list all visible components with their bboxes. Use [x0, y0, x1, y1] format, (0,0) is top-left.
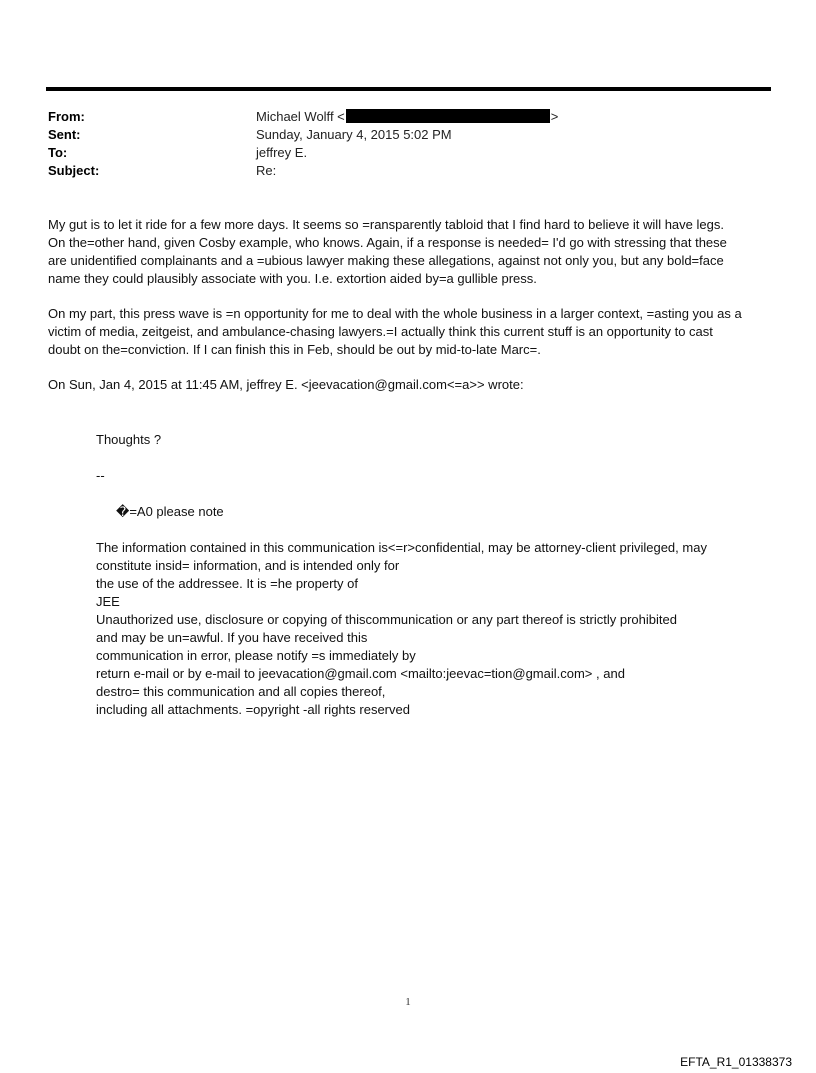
disclaimer-line: including all attachments. =opyright -all rights reserved: [96, 702, 410, 717]
from-row: [48, 108, 558, 126]
subject-value: Re:: [256, 163, 277, 178]
text-line: victim of media, zeitgeist, and ambulance-chasing lawyers.=I actually think this current stuff is an opportunity to cast: [48, 324, 713, 339]
from-label: From:: [48, 109, 85, 124]
text-line: are unidentified complainants and a =ubious lawyer making these allegations, against not only you, but any bold=face: [48, 253, 724, 268]
text-line: My gut is to let it ride for a few more days. It seems so =ransparently tabloid that I find hard to believe it will have legs.: [48, 217, 724, 232]
from-name: Michael Wolff <: [256, 109, 345, 124]
quoted-thoughts: Thoughts ?: [96, 432, 162, 447]
sent-value: Sunday, January 4, 2015 5:02 PM: [256, 127, 452, 142]
body-paragraph-1: [48, 216, 778, 288]
body-paragraph-2: [48, 305, 778, 359]
redaction-block: [346, 109, 550, 123]
reply-header: On Sun, Jan 4, 2015 at 11:45 AM, jeffrey E. <jeevacation@gmail.com<=a>> wrote:: [48, 377, 524, 392]
to-value: jeffrey E.: [256, 145, 308, 160]
email-header: [48, 108, 558, 180]
disclaimer-line: destro= this communication and all copies thereof,: [96, 684, 386, 699]
document-id: EFTA_R1_01338373: [680, 1055, 792, 1069]
disclaimer-line: the use of the addressee. It is =he property of: [96, 576, 358, 591]
disclaimer-line: JEE: [96, 594, 120, 609]
page-number: 1: [405, 996, 411, 1008]
from-close: >: [550, 109, 559, 124]
sent-row: [48, 126, 558, 144]
disclaimer-line: return e-mail or by e-mail to jeevacation@gmail.com <mailto:jeevac=tion@gmail.com> , and: [96, 666, 625, 681]
to-row: [48, 144, 558, 162]
subject-row: [48, 162, 558, 180]
disclaimer-line: and may be un=awful. If you have received this: [96, 630, 368, 645]
disclaimer-line: Unauthorized use, disclosure or copying of thiscommunication or any part thereof is strictly prohibited: [96, 612, 677, 627]
subject-label: Subject:: [48, 163, 100, 178]
sent-label: Sent:: [48, 127, 81, 142]
signature-separator: --: [96, 468, 105, 483]
disclaimer-line: constitute insid= information, and is intended only for: [96, 558, 400, 573]
text-line: name they could plausibly associate with you. I.e. extortion aided by=a gullible press.: [48, 271, 537, 286]
legal-disclaimer: [96, 539, 786, 719]
to-label: To:: [48, 145, 68, 160]
text-line: On my part, this press wave is =n opportunity for me to deal with the whole business in a larger context, =asting you as a: [48, 306, 742, 321]
text-line: On the=other hand, given Cosby example, who knows. Again, if a response is needed= I'd go with stressing that these: [48, 235, 727, 250]
from-value: [256, 108, 558, 126]
disclaimer-line: The information contained in this communication is<=r>confidential, may be attorney-client privileged, may: [96, 540, 707, 555]
text-line: doubt on the=conviction. If I can finish this in Feb, should be out by mid-to-late Marc=.: [48, 342, 541, 357]
header-rule: [46, 87, 771, 91]
disclaimer-line: communication in error, please notify =s immediately by: [96, 648, 416, 663]
please-note: �=A0 please note: [116, 504, 224, 519]
